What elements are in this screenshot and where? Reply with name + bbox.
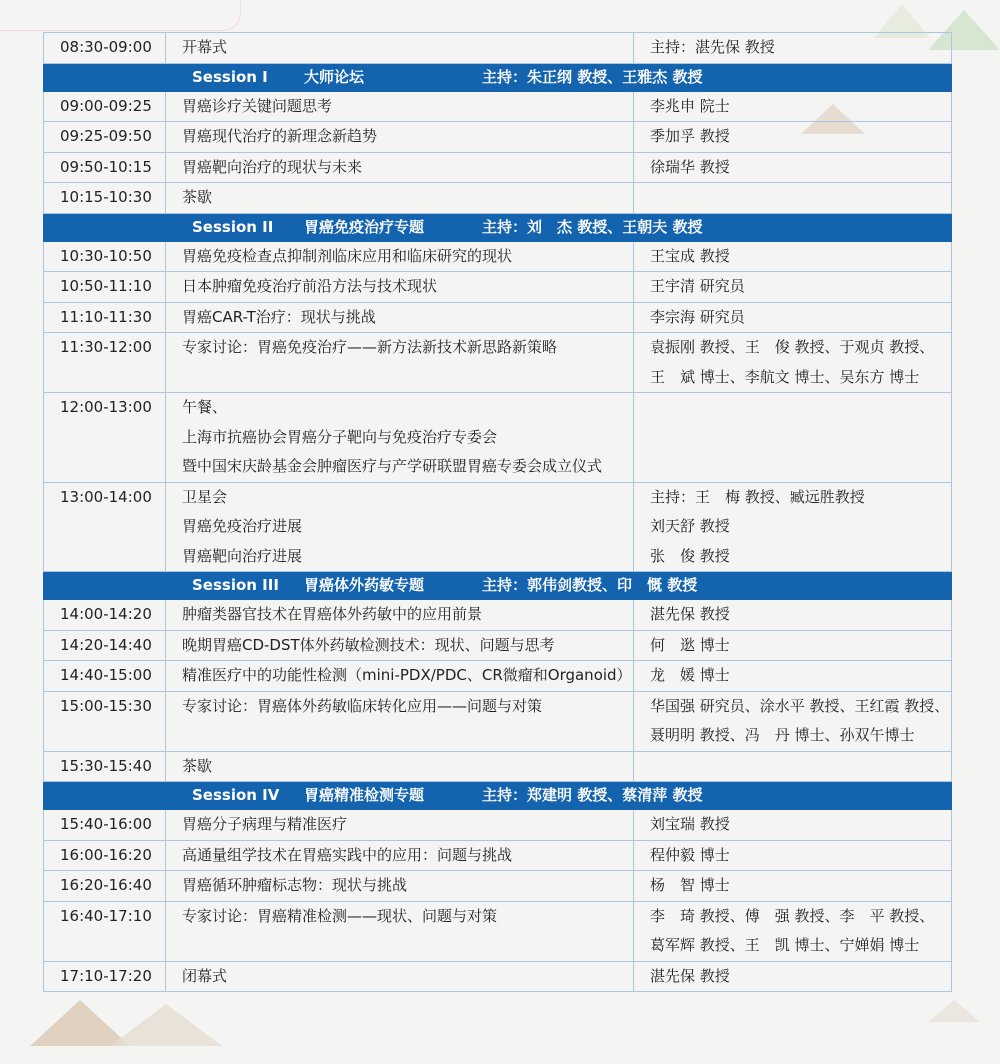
speaker-text: 李 琦 教授、傅 强 教授、李 平 教授、	[650, 906, 935, 925]
time-slot: 16:20-16:40	[44, 871, 166, 902]
topic-text: 午餐、	[182, 398, 228, 416]
agenda-body	[44, 33, 952, 992]
topic-cell	[166, 241, 634, 272]
speaker-text: 刘宝瑞 教授	[650, 815, 730, 833]
topic-text: 胃癌靶向治疗进展	[182, 546, 303, 565]
speaker-text: 杨 智 博士	[650, 876, 730, 894]
topic-text: 胃癌免疫检查点抑制剂临床应用和临床研究的现状	[182, 246, 513, 265]
speaker-cell	[634, 901, 952, 961]
topic-text: 茶歇	[182, 756, 213, 775]
topic-cell	[166, 691, 634, 751]
speaker-text: 季加孚 教授	[650, 127, 730, 145]
schedule-row	[44, 482, 952, 572]
session-header	[44, 572, 952, 600]
session-header-cell	[44, 213, 952, 241]
speaker-text: 张 俊 教授	[650, 546, 730, 565]
time-slot: 10:15-10:30	[44, 183, 166, 214]
speaker-text: 袁振刚 教授、王 俊 教授、于观贞 教授、	[650, 338, 935, 356]
schedule-row	[44, 691, 952, 751]
session-theme: 胃癌免疫治疗专题	[304, 217, 425, 236]
topic-cell	[166, 661, 634, 692]
speaker-cell	[634, 183, 952, 214]
speaker-text: 主持：湛先保 教授	[650, 38, 775, 56]
speaker-cell	[634, 333, 952, 393]
speaker-text: 聂明明 教授、冯 丹 博士、孙双午博士	[650, 726, 915, 744]
time-slot: 09:25-09:50	[44, 122, 166, 153]
topic-text: 茶歇	[182, 188, 213, 206]
topic-cell	[166, 871, 634, 902]
topic-cell	[166, 33, 634, 64]
schedule-row	[44, 840, 952, 871]
topic-text: 日本肿瘤免疫治疗前沿方法与技术现状	[182, 277, 438, 295]
topic-text: 精准医疗中的功能性检测（mini-PDX/PDC、CR微瘤和Organoid）	[182, 666, 632, 684]
decorative-triangle	[110, 1004, 222, 1046]
session-host: 主持：刘 杰 教授、王朝夫 教授	[482, 217, 703, 236]
topic-text: 晚期胃癌CD-DST体外药敏检测技术：现状、问题与思考	[182, 635, 555, 654]
schedule-row	[44, 33, 952, 64]
decorative-triangle	[928, 1000, 980, 1022]
schedule-row	[44, 751, 952, 782]
schedule-row	[44, 661, 952, 692]
topic-text: 胃癌现代治疗的新理念新趋势	[182, 127, 378, 145]
schedule-row	[44, 241, 952, 272]
speaker-cell	[634, 661, 952, 692]
schedule-row	[44, 333, 952, 393]
topic-text: 专家讨论：胃癌精准检测——现状、问题与对策	[182, 906, 498, 925]
time-slot: 14:40-15:00	[44, 661, 166, 692]
schedule-row	[44, 871, 952, 902]
topic-cell	[166, 393, 634, 483]
speaker-text: 王 斌 博士、李航文 博士、吴东方 博士	[650, 367, 920, 386]
session-theme: 胃癌精准检测专题	[304, 786, 425, 804]
topic-text: 卫星会	[182, 487, 228, 506]
time-slot: 08:30-09:00	[44, 33, 166, 64]
topic-text: 高通量组学技术在胃癌实践中的应用：问题与挑战	[182, 845, 513, 864]
topic-cell	[166, 751, 634, 782]
schedule-row	[44, 961, 952, 992]
speaker-text: 龙 媛 博士	[650, 666, 730, 684]
session-host: 主持：郑建明 教授、蔡清萍 教授	[482, 786, 703, 804]
schedule-row	[44, 393, 952, 483]
decorative-line	[0, 0, 241, 31]
session-header-cell	[44, 572, 952, 600]
time-slot: 12:00-13:00	[44, 393, 166, 483]
topic-text: 胃癌靶向治疗的现状与未来	[182, 157, 363, 176]
speaker-cell	[634, 302, 952, 333]
time-slot: 09:00-09:25	[44, 91, 166, 122]
schedule-row	[44, 600, 952, 631]
speaker-text: 徐瑞华 教授	[650, 157, 730, 176]
topic-cell	[166, 183, 634, 214]
schedule-row	[44, 302, 952, 333]
schedule-row	[44, 152, 952, 183]
session-label: Session I	[192, 67, 268, 86]
speaker-cell	[634, 961, 952, 992]
schedule-row	[44, 630, 952, 661]
session-label: Session III	[192, 576, 279, 594]
speaker-cell	[634, 152, 952, 183]
schedule-row	[44, 901, 952, 961]
session-header	[44, 63, 952, 91]
time-slot: 16:00-16:20	[44, 840, 166, 871]
speaker-cell	[634, 630, 952, 661]
time-slot: 11:30-12:00	[44, 333, 166, 393]
topic-text: 暨中国宋庆龄基金会肿瘤医疗与产学研联盟胃癌专委会成立仪式	[182, 457, 603, 475]
speaker-cell	[634, 91, 952, 122]
topic-text: 闭幕式	[182, 966, 228, 985]
speaker-text: 李兆申 院士	[650, 96, 730, 115]
speaker-text: 主持：王 梅 教授、臧远胜教授	[650, 487, 865, 506]
session-header-cell	[44, 63, 952, 91]
time-slot: 15:30-15:40	[44, 751, 166, 782]
speaker-cell	[634, 810, 952, 841]
time-slot: 15:00-15:30	[44, 691, 166, 751]
schedule-row	[44, 810, 952, 841]
speaker-text: 湛先保 教授	[650, 605, 730, 623]
time-slot: 15:40-16:00	[44, 810, 166, 841]
speaker-text: 王宝成 教授	[650, 246, 730, 265]
topic-text: 胃癌诊疗关键问题思考	[182, 96, 333, 115]
session-header-cell	[44, 782, 952, 810]
session-header	[44, 213, 952, 241]
session-header	[44, 782, 952, 810]
time-slot: 10:30-10:50	[44, 241, 166, 272]
time-slot: 17:10-17:20	[44, 961, 166, 992]
topic-text: 胃癌分子病理与精准医疗	[182, 815, 348, 833]
topic-text: 开幕式	[182, 38, 228, 56]
topic-text: 胃癌CAR-T治疗：现状与挑战	[182, 307, 376, 326]
speaker-text: 何 逖 博士	[650, 635, 730, 654]
topic-text: 胃癌免疫治疗进展	[182, 517, 303, 535]
topic-cell	[166, 333, 634, 393]
speaker-cell	[634, 600, 952, 631]
session-label: Session IV	[192, 786, 280, 804]
speaker-cell	[634, 33, 952, 64]
topic-text: 肿瘤类器官技术在胃癌体外药敏中的应用前景	[182, 605, 483, 623]
time-slot: 09:50-10:15	[44, 152, 166, 183]
speaker-cell	[634, 871, 952, 902]
topic-cell	[166, 482, 634, 572]
speaker-cell	[634, 393, 952, 483]
speaker-text: 华国强 研究员、涂水平 教授、王红霞 教授、	[650, 696, 950, 715]
speaker-cell	[634, 241, 952, 272]
agenda-table	[43, 32, 952, 992]
topic-text: 专家讨论：胃癌体外药敏临床转化应用——问题与对策	[182, 696, 543, 715]
speaker-text: 刘天舒 教授	[650, 517, 730, 535]
schedule-row	[44, 183, 952, 214]
topic-text: 上海市抗癌协会胃癌分子靶向与免疫治疗专委会	[182, 427, 498, 446]
schedule-row	[44, 272, 952, 303]
session-label: Session II	[192, 217, 274, 236]
speaker-cell	[634, 272, 952, 303]
topic-cell	[166, 302, 634, 333]
topic-cell	[166, 600, 634, 631]
topic-cell	[166, 810, 634, 841]
time-slot: 16:40-17:10	[44, 901, 166, 961]
time-slot: 13:00-14:00	[44, 482, 166, 572]
session-host: 主持：朱正纲 教授、王雅杰 教授	[482, 67, 703, 86]
speaker-cell	[634, 840, 952, 871]
session-host: 主持：郭伟剑教授、印 慨 教授	[482, 576, 698, 594]
time-slot: 14:00-14:20	[44, 600, 166, 631]
speaker-cell	[634, 751, 952, 782]
topic-cell	[166, 630, 634, 661]
topic-cell	[166, 901, 634, 961]
schedule-row	[44, 91, 952, 122]
speaker-text: 湛先保 教授	[650, 966, 730, 985]
time-slot: 10:50-11:10	[44, 272, 166, 303]
speaker-text: 葛军辉 教授、王 凯 博士、宁婵娟 博士	[650, 936, 920, 954]
time-slot: 11:10-11:30	[44, 302, 166, 333]
speaker-cell	[634, 482, 952, 572]
session-theme: 大师论坛	[304, 67, 365, 86]
time-slot: 14:20-14:40	[44, 630, 166, 661]
speaker-text: 李宗海 研究员	[650, 307, 745, 326]
topic-cell	[166, 152, 634, 183]
speaker-text: 王宇清 研究员	[650, 277, 745, 295]
topic-text: 胃癌循环肿瘤标志物：现状与挑战	[182, 876, 408, 894]
topic-cell	[166, 272, 634, 303]
topic-cell	[166, 961, 634, 992]
session-theme: 胃癌体外药敏专题	[304, 576, 425, 594]
speaker-text: 程仲毅 博士	[650, 845, 730, 864]
topic-cell	[166, 91, 634, 122]
topic-text: 专家讨论：胃癌免疫治疗——新方法新技术新思路新策略	[182, 338, 558, 356]
topic-cell	[166, 122, 634, 153]
speaker-cell	[634, 691, 952, 751]
schedule-row	[44, 122, 952, 153]
speaker-cell	[634, 122, 952, 153]
topic-cell	[166, 840, 634, 871]
